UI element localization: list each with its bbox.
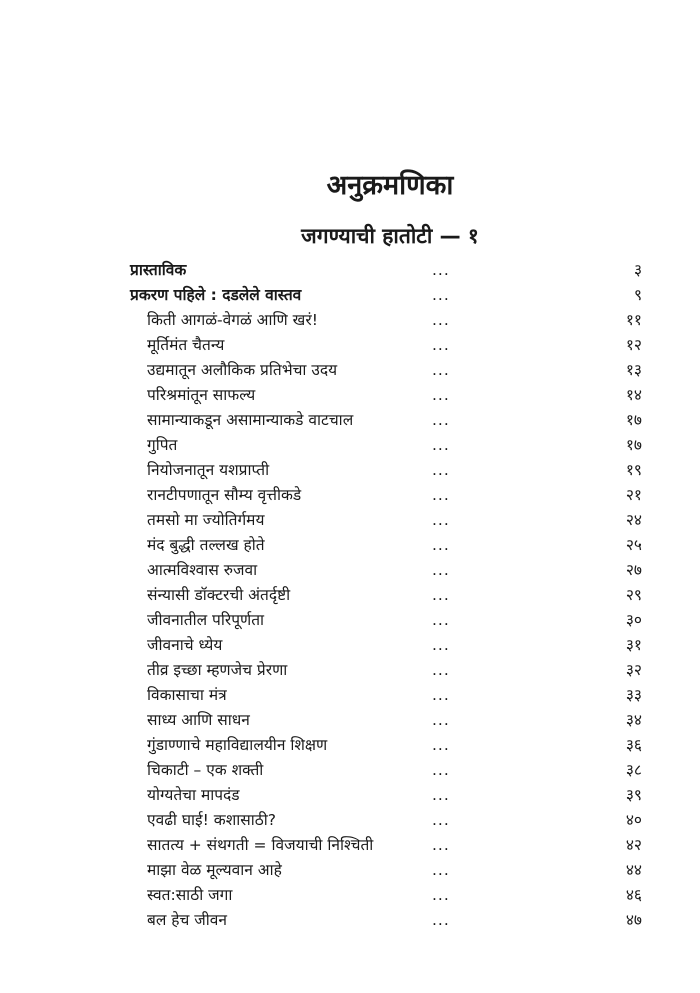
toc-page-number: २१ [625, 486, 642, 504]
toc-entry-title: संन्यासी डॉक्टरची अंतर्दृष्टी [147, 586, 291, 604]
toc-page-number: ९ [633, 286, 642, 304]
toc-leader-dots: ... [432, 261, 450, 279]
toc-row [130, 683, 642, 708]
toc-page-number: ३९ [625, 786, 642, 804]
toc-leader-dots: ... [432, 286, 450, 304]
toc-leader-dots: ... [432, 761, 450, 779]
toc-leader-dots: ... [432, 386, 450, 404]
toc-entry-title: जीवनाचे ध्येय [147, 636, 223, 654]
toc-entry-title: रानटीपणातून सौम्य वृत्तीकडे [147, 486, 302, 504]
toc-page-number: ११ [625, 311, 642, 329]
toc-row [130, 458, 642, 483]
toc-page-number: ३ [633, 261, 642, 279]
toc-page-number: १७ [625, 436, 642, 454]
toc-entry-title: योग्यतेचा मापदंड [147, 786, 240, 804]
toc-leader-dots: ... [432, 711, 450, 729]
toc-leader-dots: ... [432, 561, 450, 579]
toc-leader-dots: ... [432, 661, 450, 679]
toc-leader-dots: ... [432, 786, 450, 804]
toc-heading-row [130, 258, 642, 283]
toc-row [130, 433, 642, 458]
toc-row [130, 833, 642, 858]
toc-row [130, 308, 642, 333]
toc-entry-title: सातत्य + संथगती = विजयाची निश्चिती [147, 836, 374, 854]
toc-page-number: १९ [625, 461, 642, 479]
toc-page-number: ४४ [625, 861, 642, 879]
toc-page-number: १७ [625, 411, 642, 429]
toc-row [130, 733, 642, 758]
toc-leader-dots: ... [432, 361, 450, 379]
toc-entry-title: माझा वेळ मूल्यवान आहे [147, 861, 282, 879]
toc-leader-dots: ... [432, 686, 450, 704]
toc-row [130, 658, 642, 683]
toc-row [130, 583, 642, 608]
toc-row [130, 708, 642, 733]
toc-page-number: १२ [625, 336, 642, 354]
toc-entry-title: विकासाचा मंत्र [147, 686, 227, 704]
toc-leader-dots: ... [432, 311, 450, 329]
toc-row [130, 608, 642, 633]
toc-row [130, 783, 642, 808]
toc-entry-title: तमसो मा ज्योतिर्गमय [147, 511, 265, 529]
toc-entry-title: मंद बुद्धी तल्लख होते [147, 536, 265, 554]
toc-row [130, 533, 642, 558]
toc-row [130, 508, 642, 533]
toc-page-number: २५ [625, 536, 642, 554]
toc-leader-dots: ... [432, 861, 450, 879]
toc-page-number: ३२ [625, 661, 642, 679]
toc-page-number: २७ [625, 561, 642, 579]
toc-leader-dots: ... [432, 911, 450, 929]
toc-row [130, 358, 642, 383]
toc-leader-dots: ... [432, 886, 450, 904]
toc-leader-dots: ... [432, 536, 450, 554]
toc-leader-dots: ... [432, 586, 450, 604]
toc-entry-title: एवढी घाई! कशासाठी? [147, 811, 276, 829]
toc-row [130, 808, 642, 833]
toc-page-number: ४२ [625, 836, 642, 854]
toc-page-number: ३३ [625, 686, 642, 704]
toc-page-number: २९ [625, 586, 642, 604]
toc-leader-dots: ... [432, 336, 450, 354]
toc-page-number: २४ [625, 511, 642, 529]
toc-page-number: ३४ [625, 711, 642, 729]
toc-page-number: ३१ [625, 636, 642, 654]
toc-entry-title: गुंडाण्णाचे महाविद्यालयीन शिक्षण [147, 736, 328, 754]
toc-row [130, 333, 642, 358]
toc-leader-dots: ... [432, 436, 450, 454]
toc-entry-title: किती आगळं-वेगळं आणि खरं! [147, 311, 318, 329]
toc-entry-title: परिश्रमांतून साफल्य [147, 386, 256, 404]
toc-row [130, 408, 642, 433]
toc-leader-dots: ... [432, 611, 450, 629]
toc-row [130, 908, 642, 933]
table-of-contents [130, 258, 642, 933]
toc-entry-title: प्रास्ताविक [130, 261, 187, 279]
toc-entry-title: उद्यमातून अलौकिक प्रतिभेचा उदय [147, 361, 338, 379]
toc-leader-dots: ... [432, 736, 450, 754]
toc-entry-title: गुपित [147, 436, 178, 454]
toc-row [130, 483, 642, 508]
toc-page-number: ३० [625, 611, 642, 629]
toc-leader-dots: ... [432, 811, 450, 829]
toc-page-number: १४ [625, 386, 642, 404]
toc-entry-title: स्वत:साठी जगा [147, 886, 233, 904]
page-title: अनुक्रमणिका [326, 170, 454, 201]
toc-page-number: ३८ [625, 761, 642, 779]
toc-entry-title: जीवनातील परिपूर्णता [147, 611, 265, 629]
toc-leader-dots: ... [432, 511, 450, 529]
toc-heading-row [130, 283, 642, 308]
toc-row [130, 883, 642, 908]
toc-entry-title: नियोजनातून यशप्राप्ती [147, 461, 270, 479]
toc-row [130, 758, 642, 783]
toc-page-number: ४० [625, 811, 642, 829]
toc-leader-dots: ... [432, 411, 450, 429]
toc-leader-dots: ... [432, 636, 450, 654]
toc-entry-title: बल हेच जीवन [147, 911, 228, 929]
toc-entry-title: आत्मविश्वास रुजवा [147, 561, 258, 579]
toc-entry-title: तीव्र इच्छा म्हणजेच प्रेरणा [147, 661, 288, 679]
toc-row [130, 633, 642, 658]
toc-page-number: ४६ [625, 886, 642, 904]
toc-row [130, 383, 642, 408]
toc-entry-title: साध्य आणि साधन [147, 711, 250, 729]
toc-page-number: ३६ [625, 736, 642, 754]
toc-leader-dots: ... [432, 836, 450, 854]
toc-leader-dots: ... [432, 461, 450, 479]
toc-entry-title: चिकाटी – एक शक्ती [147, 761, 264, 779]
toc-row [130, 858, 642, 883]
toc-entry-title: सामान्याकडून असामान्याकडे वाटचाल [147, 411, 354, 429]
toc-page-number: १३ [625, 361, 642, 379]
toc-leader-dots: ... [432, 486, 450, 504]
toc-row [130, 558, 642, 583]
toc-page-number: ४७ [625, 911, 642, 929]
section-subtitle: जगण्याची हातोटी — १ [301, 224, 479, 248]
toc-entry-title: मूर्तिमंत चैतन्य [147, 336, 225, 354]
toc-entry-title: प्रकरण पहिले : दडलेले वास्तव [130, 286, 302, 304]
